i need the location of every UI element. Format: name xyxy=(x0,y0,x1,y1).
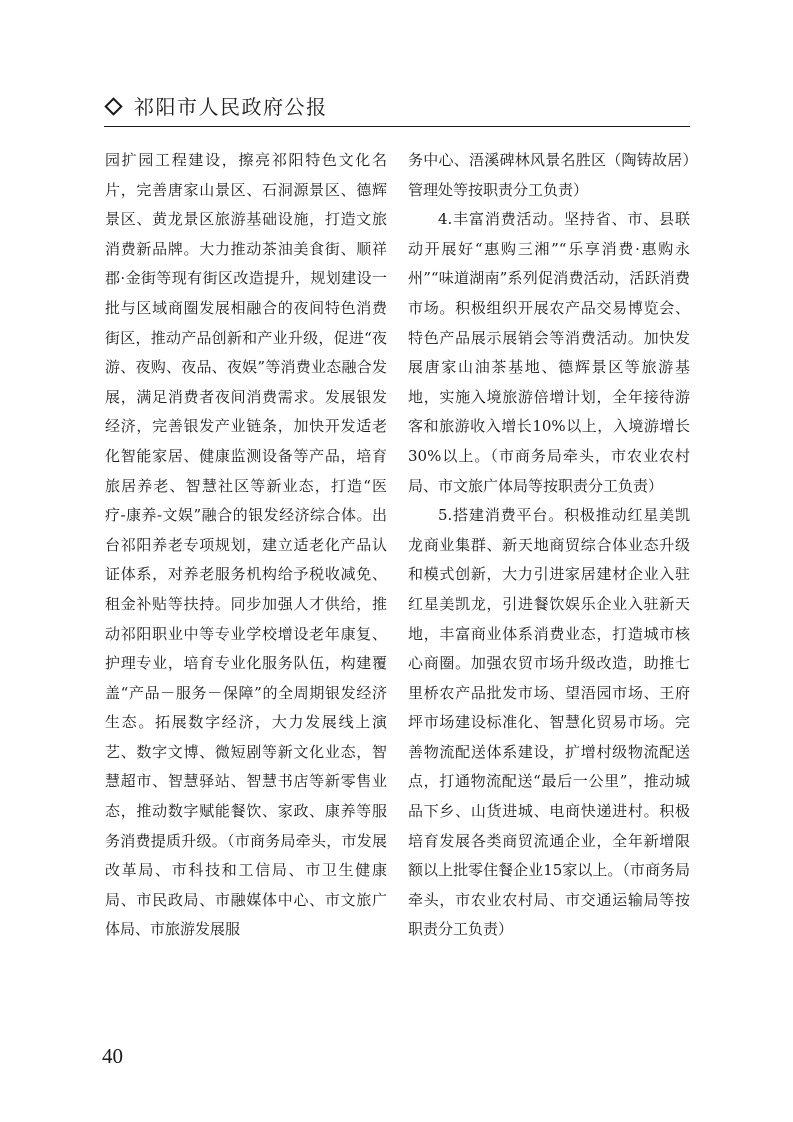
section-item-5: 5.搭建消费平台。积极推动红星美凯龙商业集群、新天地商贸综合体业态升级和模式创新，大力引进家居建材企业入驻红星美凯龙，引进餐饮娱乐企业入驻新天地，丰富商业体系消费业态，打造城市核心商圈。加强农贸市场升级改造，助推七里桥农产品批发市场、望浯园市场、王府坪市场建设标准化、智慧化贸易市场。完善物流配送体系建设，扩增村级物流配送点，打通物流配送“最后一公里”，推动城品下乡、山货进城、电商快递进村。积极培育发展各类商贸流通企业，全年新增限额以上批零住餐企业15家以上。（市商务局牵头，市农业农村局、市交通运输局等按职责分工负责） xyxy=(408,506,690,939)
publication-title: 祁阳市人民政府公报 xyxy=(134,95,328,119)
left-column xyxy=(105,146,387,945)
left-body-paragraph: 园扩园工程建设，擦亮祁阳特色文化名片，完善唐家山景区、石洞源景区、德辉景区、黄龙景区旅游基础设施，打造文旅消费新品牌。大力推动茶油美食街、顺祥郡·金街等现有街区改造提升，规划建设一批与区域商圈发展相融合的夜间特色消费街区，推动产品创新和产业升级，促进“夜游、夜购、夜品、夜娱”等消费业态融合发展，满足消费者夜间消费需求。发展银发经济，完善银发产业链条，加快开发适老化智能家居、健康监测设备等产品，培育旅居养老、智慧社区等新业态，打造“医疗-康养-文娱”融合的银发经济综合体。出台祁阳养老专项规划，建立适老化产品认证体系，对养老服务机构给予税收减免、租金补贴等扶持。同步加强人才供给，推动祁阳职业中等专业学校增设老年康复、护理专业，培育专业化服务队伍，构建覆盖“产品－服务－保障”的全周期银发经济生态。拓展数字经济，大力发展线上演艺、数字文博、微短剧等新文化业态，智慧超市、智慧驿站、智慧书店等新零售业态，推动数字赋能餐饮、家政、康养等服务消费提质升级。（市商务局牵头，市发展改革局、市科技和工信局、市卫生健康局、市民政局、市融媒体中心、市文旅广体局、市旅游发展服 xyxy=(105,151,387,939)
diamond-icon xyxy=(104,97,122,115)
running-header xyxy=(104,91,690,125)
right-column xyxy=(408,146,690,945)
section-item-4: 4.丰富消费活动。坚持省、市、县联动开展好“惠购三湘”“乐享消费·惠购永州”“味道湖南”系列促消费活动，活跃消费市场。积极组织开展农产品交易博览会、特色产品展示展销会等消费活动。加快发展唐家山油茶基地、德辉景区等旅游基地，实施入境旅游倍增计划，全年接待游客和旅游收入增长10%以上，入境游增长30%以上。（市商务局牵头，市农业农村局、市文旅广体局等按职责分工负责） xyxy=(408,210,690,495)
header-divider xyxy=(104,126,690,127)
page-number: 40 xyxy=(102,1044,123,1068)
right-continuation-paragraph: 务中心、浯溪碑林风景名胜区（陶铸故居）管理处等按职责分工负责） xyxy=(408,151,690,199)
